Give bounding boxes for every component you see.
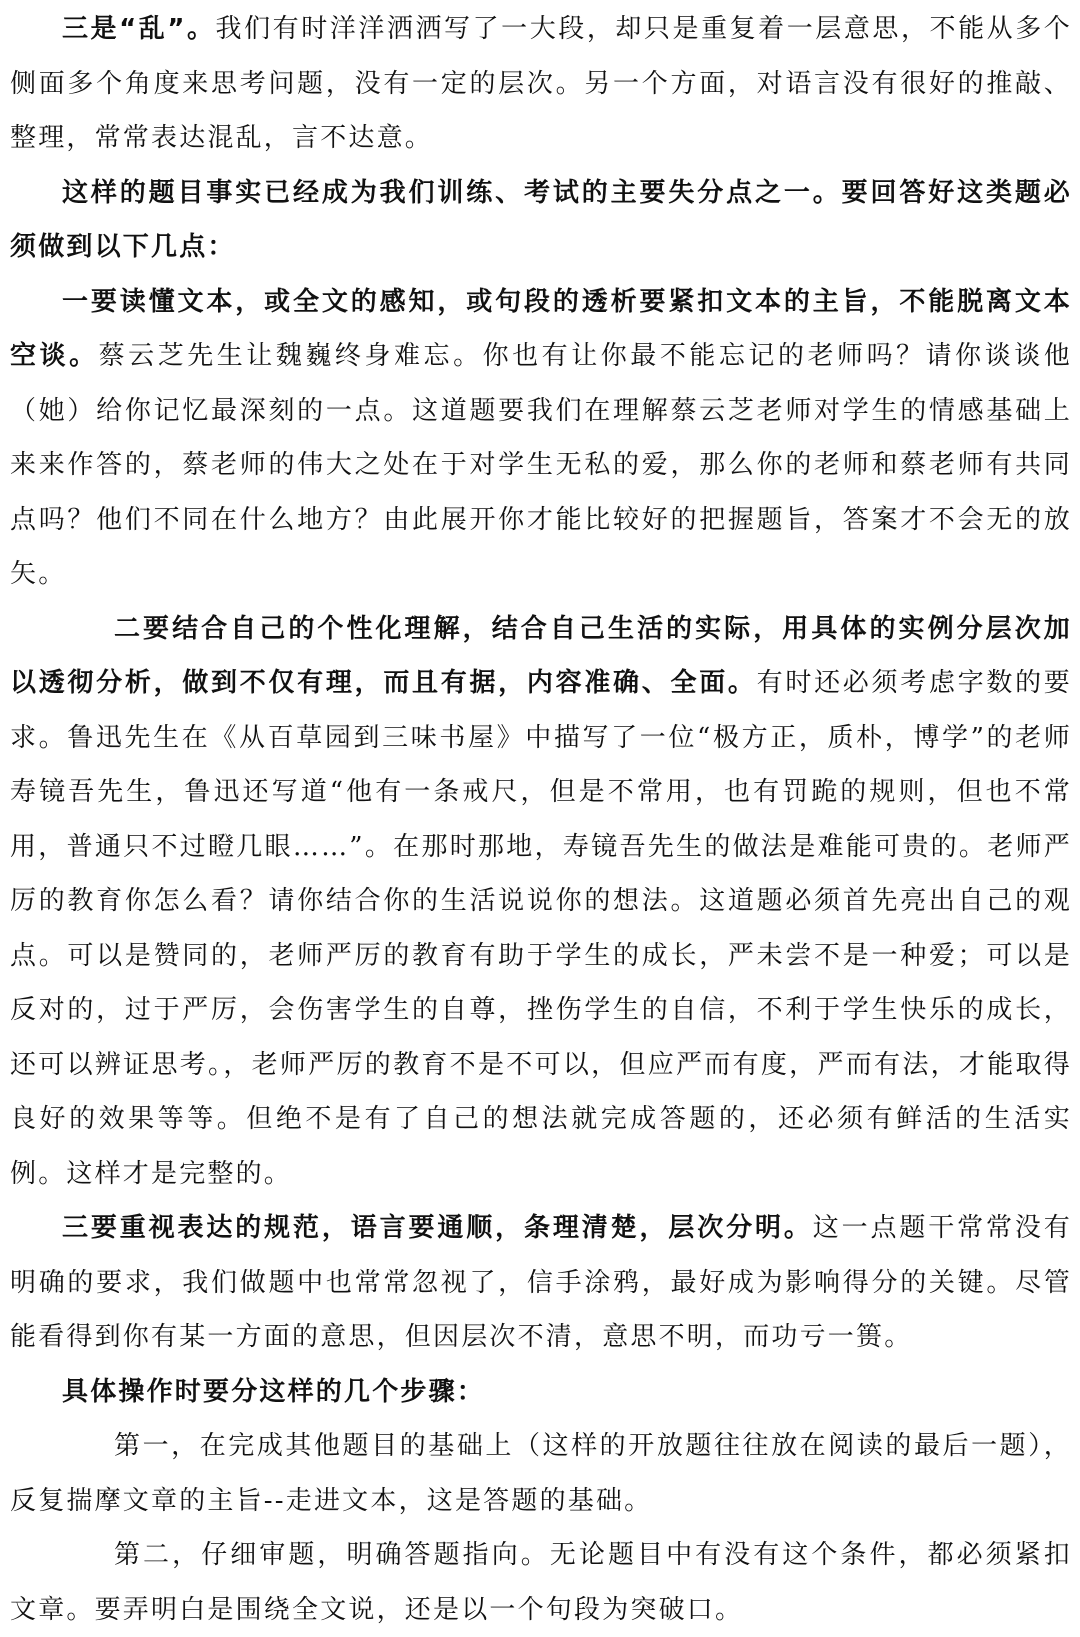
paragraph-steps-heading [10,1365,1072,1420]
paragraph-body: 有时还必须考虑字数的要求。鲁迅先生在《从百草园到三味书屋》中描写了一位“极方正，质朴，博学”的老师寿镜吾先生，鲁迅还写道“他有一条戒尺，但是不常用，也有罚跪的规则，但也不常用，普通只不过瞪几眼……”。在那时那地，寿镜吾先生的做法是难能可贵的。老师严厉的教育你怎么看？请你结合你的生活说说你的想法。这道题必须首先亮出自己的观点。可以是赞同的，老师严厉的教育有助于学生的成长，严未尝不是一种爱；可以是反对的，过于严厉，会伤害学生的自尊，挫伤学生的自信，不利于学生快乐的成长，还可以辨证思考。，老师严厉的教育不是不可以，但应严而有度，严而有法，才能取得良好的效果等等。但绝不是有了自己的想法就完成答题的，还必须有鲜活的生活实例。这样才是完整的。 [10,668,1073,1189]
paragraph-lead: 一要读懂文本，或全文的感知，或句段的透析要紧扣文本的主旨，不能脱离文本空谈。 [10,286,1072,371]
paragraph-luan [10,2,1072,166]
paragraph-lead: 这样的题目事实已经成为我们训练、考试的主要失分点之一。要回答好这类题必须做到以下几点： [10,177,1072,262]
paragraph-lead: 三要重视表达的规范，语言要通顺，条理清楚，层次分明。 [62,1213,813,1243]
paragraph-body: 这一点题干常常没有明确的要求，我们做题中也常常忽视了，信手涂鸦，最好成为影响得分的关键。尽管能看得到你有某一方面的意思，但因层次不清，意思不明，而功亏一篑。 [10,1213,1072,1352]
paragraph-intro [10,166,1072,275]
paragraph-point-one [10,275,1072,602]
paragraph-point-two [10,602,1072,1202]
paragraph-body: 第一，在完成其他题目的基础上（这样的开放题往往放在阅读的最后一题），反复揣摩文章的主旨--走进文本，这是答题的基础。 [10,1431,1072,1516]
paragraph-lead: 具体操作时要分这样的几个步骤： [62,1376,486,1407]
paragraph-step-two [10,1528,1072,1637]
paragraph-step-one [10,1419,1072,1528]
paragraph-point-three [10,1201,1072,1365]
paragraph-lead: 三是“乱”。 [62,14,216,44]
paragraph-body: 第二，仔细审题，明确答题指向。无论题目中有没有这个条件，都必须紧扣文章。要弄明白是围绕全文说，还是以一个句段为突破口。 [10,1540,1072,1625]
paragraph-lead: 二要结合自己的个性化理解，结合自己生活的实际，用具体的实例分层次加以透彻分析，做到不仅有理，而且有据，内容准确、全面。 [10,613,1072,698]
paragraph-body: 我们有时洋洋洒洒写了一大段，却只是重复着一层意思，不能从多个侧面多个角度来思考问题，没有一定的层次。另一个方面，对语言没有很好的推敲、整理，常常表达混乱，言不达意。 [10,14,1072,153]
paragraph-body: 蔡云芝先生让魏巍终身难忘。你也有让你最不能忘记的老师吗？请你谈谈他（她）给你记忆最深刻的一点。这道题要我们在理解蔡云芝老师对学生的情感基础上来来作答的，蔡老师的伟大之处在于对学生无私的爱，那么你的老师和蔡老师有共同点吗？他们不同在什么地方？由此展开你才能比较好的把握题旨，答案才不会无的放矢。 [10,341,1072,589]
